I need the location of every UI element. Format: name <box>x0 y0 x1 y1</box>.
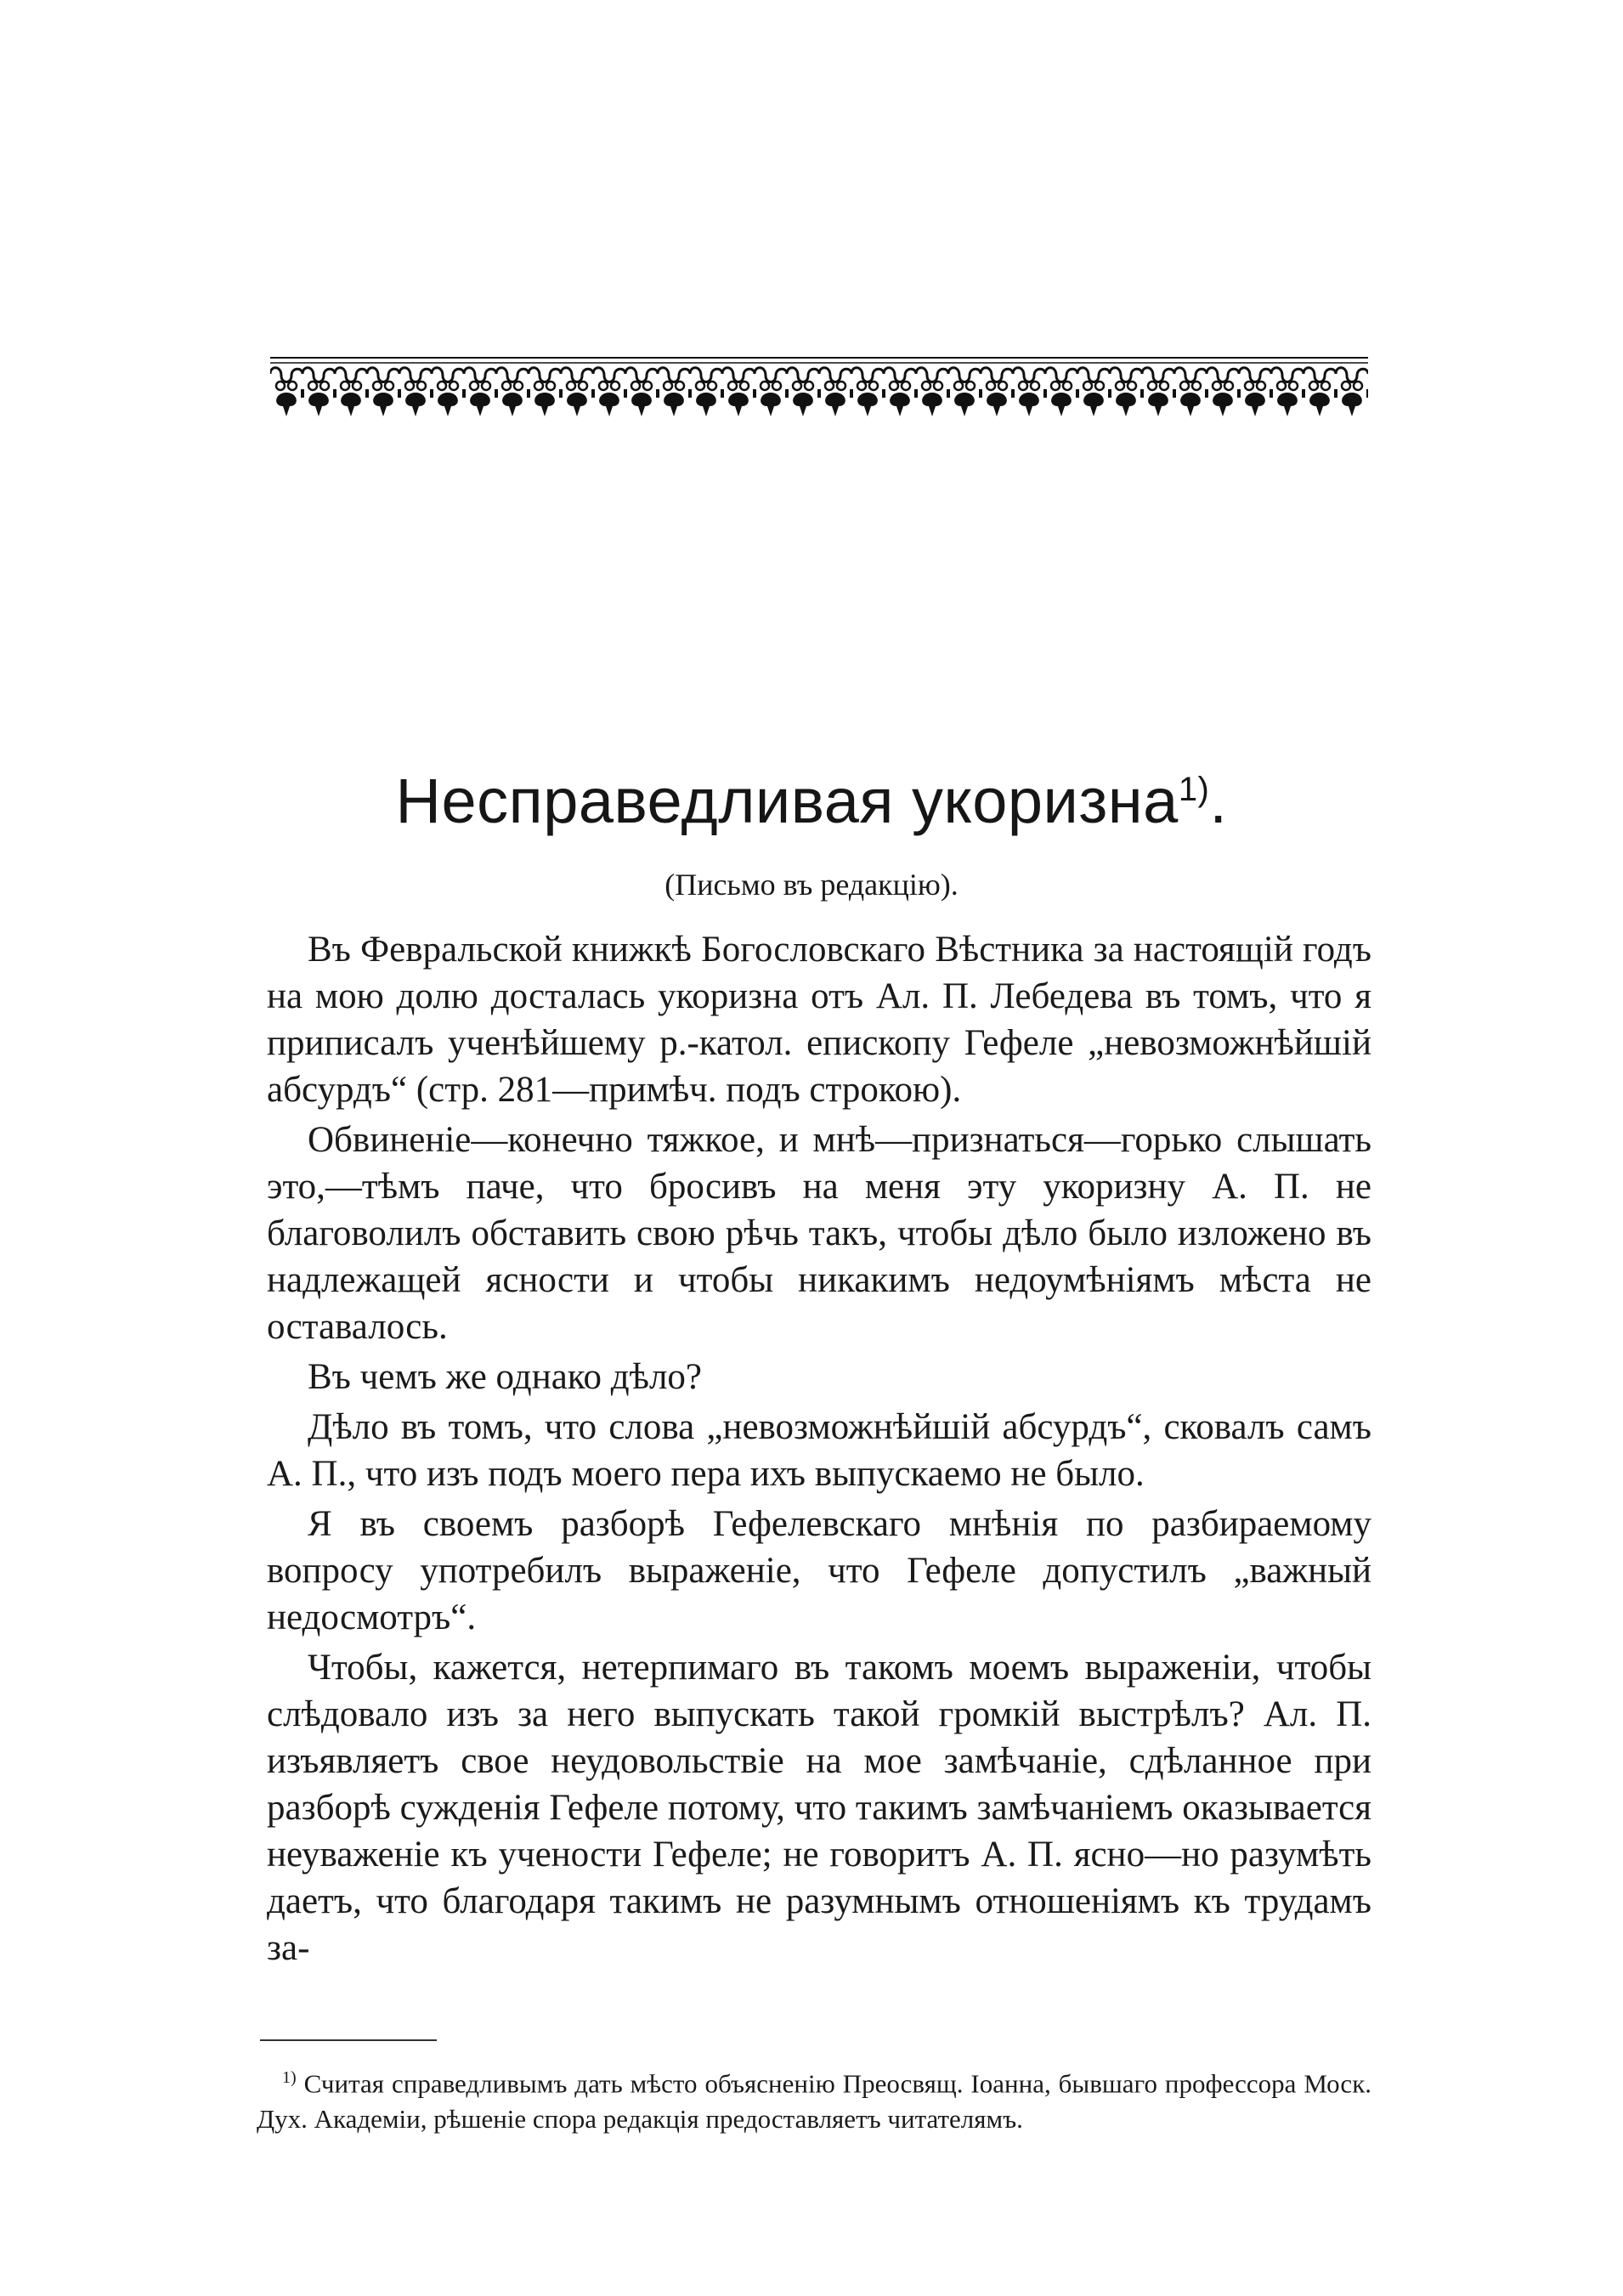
footnote <box>257 2060 1371 2137</box>
paragraph-4: Дѣло въ томъ, что слова „невозможнѣйшій абсурдъ“, сковалъ самъ А. П., что изъ подъ моего пера ихъ выпускаемо не было. <box>267 1407 1371 1494</box>
paragraph-3: Въ чемъ же однако дѣло? <box>308 1357 703 1397</box>
footnote-text: Считая справедливымъ дать мѣсто объясненію Преосвящ. Іоанна, бывшаго профессора Моск. Дух. Академіи, рѣшеніе спора редакція предоставляетъ читателямъ. <box>257 2068 1372 2135</box>
footnote-divider <box>260 2039 437 2041</box>
decorative-header-ornament <box>270 355 1368 425</box>
title-text: Несправедливая укоризна <box>395 766 1179 836</box>
paragraph-1: Въ Февральской книжкѣ Богословскаго Вѣстника за настоящій годъ на мою долю досталась укоризна отъ Ал. П. Лебедева въ томъ, что я приписалъ ученѣйшему р.-катол. епископу Гефеле „невозможнѣйшій абсурдъ“ (стр. 281—примѣч. подъ строкою). <box>267 930 1371 1110</box>
paragraph-6: Чтобы, кажется, нетерпимаго въ такомъ моемъ выраженіи, чтобы слѣдовало изъ за него выпускать такой громкій выстрѣлъ? Ал. П. изъявляетъ свое неудовольствіе на мое замѣчаніе, сдѣланное при разборѣ сужденія Гефеле потому, что такимъ замѣчаніемъ оказывается неуваженіе къ учености Гефеле; не говоритъ А. П. ясно—но разумѣть даетъ, что благодаря такимъ не разумнымъ отношеніямъ къ трудамъ за- <box>267 1648 1371 1968</box>
ornament-graphic <box>270 355 1368 425</box>
subtitle: (Письмо въ редакцію). <box>664 868 959 902</box>
body-text <box>267 926 1371 1975</box>
paragraph-2: Обвиненіе—конечно тяжкое, и мнѣ—признаться—горько слышать это,—тѣмъ паче, что бросивъ на меня эту укоризну А. П. не благоволилъ обставить свою рѣчь такъ, чтобы дѣло было изложено въ надлежащей ясности и чтобы никакимъ недоумѣніямъ мѣста не оставалось. <box>267 1120 1371 1347</box>
footnote-mark: 1) <box>282 2068 297 2087</box>
paragraph-5: Я въ своемъ разборѣ Гефелевскаго мнѣнія по разбираемому вопросу употребилъ выраженіе, что Гефеле допустилъ „важный недосмотръ“. <box>267 1504 1371 1637</box>
title-footnote-mark: 1) <box>1178 771 1210 808</box>
page-title: Несправедливая укоризна$^{1)}$. <box>395 766 1228 836</box>
